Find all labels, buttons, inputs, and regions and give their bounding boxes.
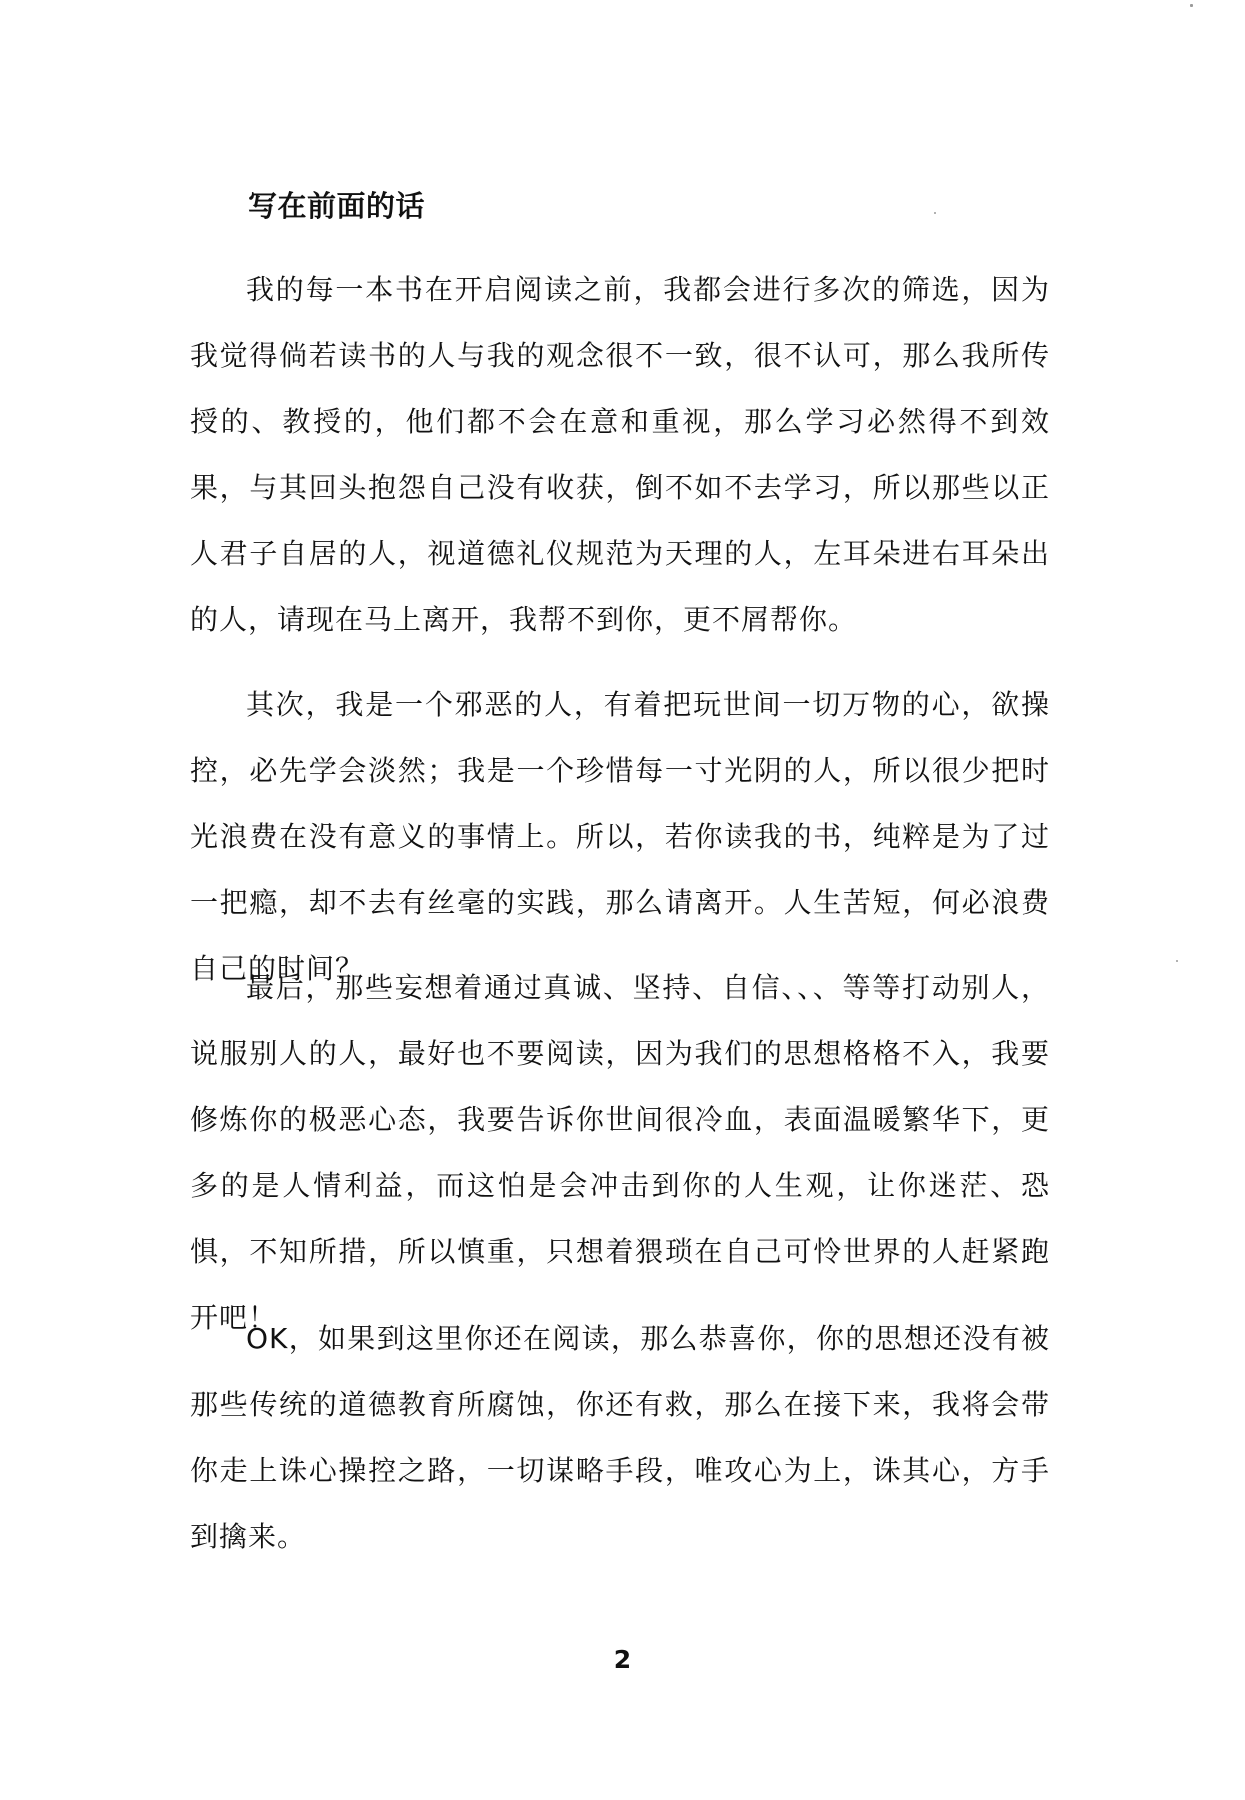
scan-speck xyxy=(934,212,936,214)
scan-speck xyxy=(1176,960,1178,962)
page-number: 2 xyxy=(613,1645,632,1674)
paragraph-1: 我的每一本书在开启阅读之前，我都会进行多次的筛选，因为我觉得倘若读书的人与我的观念很不一致，很不认可，那么我所传授的、教授的，他们都不会在意和重视，那么学习必然得不到效果，与其回头抱怨自己没有收获，倒不如不去学习，所以那些以正人君子自居的人，视道德礼仪规范为天理的人，左耳朵进右耳朵出的人，请现在马上离开，我帮不到你，更不屑帮你。 xyxy=(190,273,1050,636)
paragraph-4: OK，如果到这里你还在阅读，那么恭喜你，你的思想还没有被那些传统的道德教育所腐蚀，你还有救，那么在接下来，我将会带你走上诛心操控之路，一切谋略手段，唯攻心为上，诛其心，方手到擒来。 xyxy=(190,1322,1050,1553)
paragraph-2: 其次，我是一个邪恶的人，有着把玩世间一切万物的心，欲操控，必先学会淡然；我是一个珍惜每一寸光阴的人，所以很少把时光浪费在没有意义的事情上。所以，若你读我的书，纯粹是为了过一把瘾，却不去有丝毫的实践，那么请离开。人生苦短，何必浪费自己的时间？ xyxy=(190,688,1050,985)
page-title: 写在前面的话 xyxy=(248,189,426,223)
scan-speck xyxy=(1190,4,1193,7)
paragraph-3: 最后，那些妄想着通过真诚、坚持、自信、、、等等打动别人，说服别人的人，最好也不要阅读，因为我们的思想格格不入，我要修炼你的极恶心态，我要告诉你世间很冷血，表面温暖繁华下，更多的是人情利益，而这怕是会冲击到你的人生观，让你迷茫、恐惧，不知所措，所以慎重，只想着猥琐在自己可怜世界的人赶紧跑开吧！ xyxy=(190,971,1050,1334)
